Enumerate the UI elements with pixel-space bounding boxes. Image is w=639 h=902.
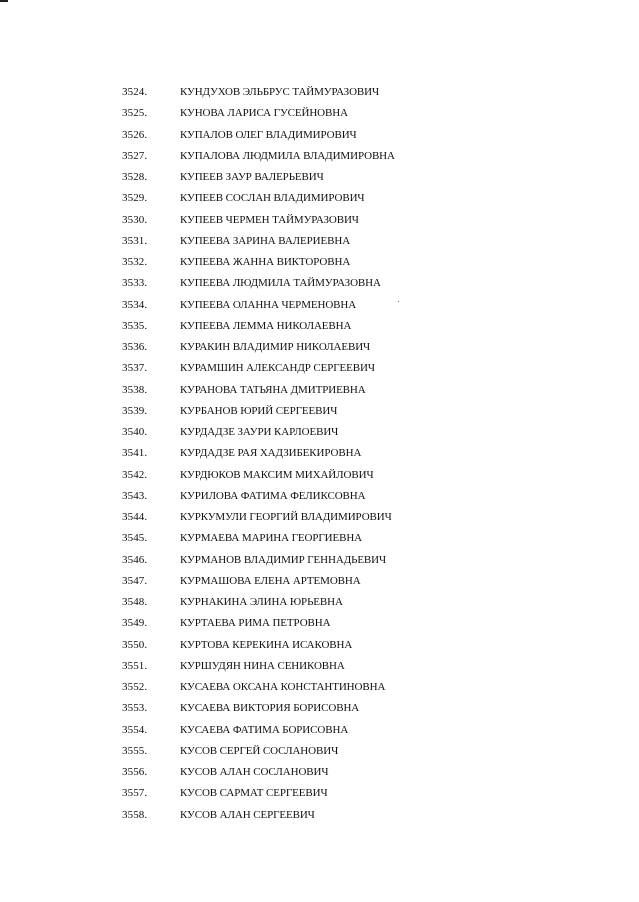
- entry-full-name: КУСОВ СЕРГЕЙ СОСЛАНОВИЧ: [180, 744, 339, 757]
- entry-number: 3545.: [122, 532, 148, 545]
- entry-number: 3554.: [122, 723, 148, 736]
- list-item: [122, 231, 422, 252]
- entry-full-name: КУНОВА ЛАРИСА ГУСЕЙНОВНА: [180, 107, 348, 120]
- list-item: [122, 656, 422, 677]
- entry-full-name: КУРБАНОВ ЮРИЙ СЕРГЕЕВИЧ: [180, 404, 338, 417]
- list-item: [122, 486, 422, 507]
- list-item: [122, 805, 422, 826]
- entry-number: 3527.: [122, 149, 148, 162]
- list-item: [122, 210, 422, 231]
- list-item: [122, 167, 422, 188]
- entry-number: 3531.: [122, 234, 148, 247]
- entry-number: 3558.: [122, 808, 148, 821]
- entry-full-name: КУРДАДЗЕ ЗАУРИ КАРЛОЕВИЧ: [180, 426, 339, 438]
- list-item: [122, 571, 422, 592]
- list-item: [122, 125, 422, 146]
- entry-number: 3537.: [122, 362, 148, 375]
- list-item: [122, 146, 422, 167]
- entry-number: 3552.: [122, 681, 148, 693]
- entry-number: 3550.: [122, 638, 148, 651]
- entry-full-name: КУСАЕВА ФАТИМА БОРИСОВНА: [180, 723, 349, 736]
- entry-number: 3532.: [122, 256, 148, 268]
- list-item: [122, 358, 422, 379]
- entry-number: 3529.: [122, 192, 148, 205]
- entry-full-name: КУПЕЕВ СОСЛАН ВЛАДИМИРОВИЧ: [180, 192, 365, 205]
- list-item: [122, 188, 422, 209]
- entry-number: 3524.: [122, 86, 148, 98]
- list-item: [122, 252, 422, 273]
- entry-full-name: КУСАЕВА ОКСАНА КОНСТАНТИНОВНА: [180, 681, 386, 693]
- entry-number: 3541.: [122, 447, 148, 460]
- list-item: [122, 592, 422, 613]
- entry-full-name: КУРМАШОВА ЕЛЕНА АРТЕМОВНА: [180, 574, 361, 587]
- list-item: [122, 316, 422, 337]
- entry-number: 3548.: [122, 596, 148, 608]
- name-list: [122, 82, 422, 826]
- entry-number: 3534.: [122, 298, 148, 311]
- entry-number: 3530.: [122, 213, 148, 226]
- list-item: [122, 443, 422, 464]
- entry-number: 3546.: [122, 553, 148, 566]
- list-item: [122, 273, 422, 294]
- entry-number: 3533.: [122, 277, 148, 290]
- list-item: [122, 103, 422, 124]
- entry-full-name: КУПЕЕВ ЗАУР ВАЛЕРЬЕВИЧ: [180, 171, 324, 183]
- entry-number: 3549.: [122, 617, 148, 630]
- list-item: [122, 401, 422, 422]
- list-item: [122, 507, 422, 528]
- entry-full-name: КУНДУХОВ ЭЛЬБРУС ТАЙМУРАЗОВИЧ: [180, 86, 380, 98]
- entry-full-name: КУСОВ САРМАТ СЕРГЕЕВИЧ: [180, 787, 328, 800]
- list-item: [122, 380, 422, 401]
- entry-full-name: КУПАЛОВ ОЛЕГ ВЛАДИМИРОВИЧ: [180, 128, 357, 141]
- entry-number: 3528.: [122, 171, 148, 183]
- entry-number: 3539.: [122, 404, 148, 417]
- scan-corner-mark: [0, 0, 8, 2]
- entry-full-name: КУРАКИН ВЛАДИМИР НИКОЛАЕВИЧ: [180, 341, 371, 353]
- list-item: [122, 337, 422, 358]
- entry-number: 3553.: [122, 702, 148, 715]
- entry-number: 3551.: [122, 659, 148, 672]
- list-item: [122, 422, 422, 443]
- list-item: [122, 783, 422, 804]
- entry-number: 3543.: [122, 489, 148, 502]
- entry-number: 3525.: [122, 107, 148, 120]
- entry-number: 3526.: [122, 128, 148, 141]
- entry-full-name: КУРАМШИН АЛЕКСАНДР СЕРГЕЕВИЧ: [180, 362, 375, 375]
- entry-number: 3544.: [122, 511, 148, 523]
- list-item: [122, 550, 422, 571]
- entry-full-name: КУРАНОВА ТАТЬЯНА ДМИТРИЕВНА: [180, 383, 366, 396]
- entry-full-name: КУРШУДЯН НИНА СЕНИКОВНА: [180, 659, 345, 672]
- entry-full-name: КУРДАДЗЕ РАЯ ХАДЗИБЕКИРОВНА: [180, 447, 362, 460]
- entry-full-name: КУРТОВА КЕРЕКИНА ИСАКОВНА: [180, 638, 353, 651]
- entry-full-name: КУПАЛОВА ЛЮДМИЛА ВЛАДИМИРОВНА: [180, 149, 395, 162]
- list-item: [122, 465, 422, 486]
- entry-full-name: КУСАЕВА ВИКТОРИЯ БОРИСОВНА: [180, 702, 360, 715]
- list-item: [122, 528, 422, 549]
- entry-full-name: КУПЕЕВА ЗАРИНА ВАЛЕРИЕВНА: [180, 234, 351, 247]
- list-item: [122, 762, 422, 783]
- entry-full-name: КУПЕЕВА ЖАННА ВИКТОРОВНА: [180, 256, 351, 268]
- list-item: [122, 613, 422, 634]
- entry-full-name: КУПЕЕВА ЛЮДМИЛА ТАЙМУРАЗОВНА: [180, 277, 381, 290]
- entry-full-name: КУРДЮКОВ МАКСИМ МИХАЙЛОВИЧ: [180, 468, 374, 481]
- entry-full-name: КУПЕЕВА ЛЕММА НИКОЛАЕВНА: [180, 319, 352, 332]
- entry-number: 3556.: [122, 766, 148, 778]
- entry-full-name: КУРМАНОВ ВЛАДИМИР ГЕННАДЬЕВИЧ: [180, 553, 387, 566]
- entry-full-name: КУПЕЕВА ОЛАННА ЧЕРМЕНОВНА: [180, 298, 357, 311]
- entry-number: 3538.: [122, 383, 148, 396]
- entry-full-name: КУРТАЕВА РИМА ПЕТРОВНА: [180, 617, 331, 630]
- entry-full-name: КУРНАКИНА ЭЛИНА ЮРЬЕВНА: [180, 596, 343, 608]
- list-item: [122, 295, 422, 316]
- entry-full-name: КУСОВ АЛАН СЕРГЕЕВИЧ: [180, 808, 315, 821]
- list-item: [122, 635, 422, 656]
- entry-number: 3536.: [122, 341, 148, 353]
- entry-full-name: КУРКУМУЛИ ГЕОРГИЙ ВЛАДИМИРОВИЧ: [180, 511, 392, 523]
- entry-full-name: КУСОВ АЛАН СОСЛАНОВИЧ: [180, 766, 329, 778]
- list-item: [122, 698, 422, 719]
- list-item: [122, 677, 422, 698]
- entry-full-name: КУРМАЕВА МАРИНА ГЕОРГИЕВНА: [180, 532, 363, 545]
- entry-number: 3535.: [122, 319, 148, 332]
- entry-number: 3542.: [122, 468, 148, 481]
- entry-number: 3540.: [122, 426, 148, 438]
- list-item: [122, 720, 422, 741]
- entry-number: 3557.: [122, 787, 148, 800]
- list-item: [122, 741, 422, 762]
- entry-number: 3555.: [122, 744, 148, 757]
- entry-full-name: КУРИЛОВА ФАТИМА ФЕЛИКСОВНА: [180, 489, 366, 502]
- entry-number: 3547.: [122, 574, 148, 587]
- list-item: [122, 82, 422, 103]
- entry-full-name: КУПЕЕВ ЧЕРМЕН ТАЙМУРАЗОВИЧ: [180, 213, 359, 226]
